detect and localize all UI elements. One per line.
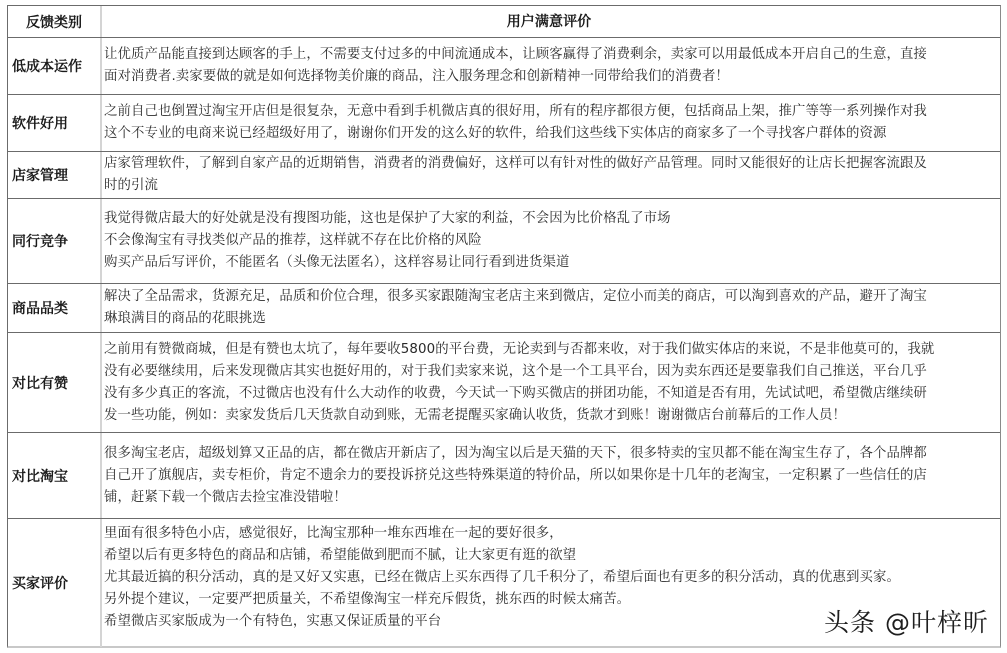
review-line: 琳琅满目的商品的花眼挑选: [104, 311, 266, 326]
feedback-table: [7, 5, 1001, 648]
row-category: 店家管理: [8, 152, 102, 198]
review-line: 没有多少真正的客流，不过微店也没有什么大动作的收费，今天试一下购买微店的拼团功能，不知道是否有用，先试试吧，希望微店继续研: [104, 385, 927, 401]
table-row: [8, 433, 1000, 519]
row-review: [104, 199, 994, 283]
row-category: 商品品类: [8, 284, 102, 332]
table-row: [8, 333, 1000, 433]
row-category: 对比淘宝: [8, 433, 102, 518]
table-row: [8, 284, 1000, 333]
watermark-text: 头条 @叶梓昕: [824, 608, 989, 637]
table-row: [8, 38, 1000, 95]
review-line: 尤其最近搞的积分活动，真的是又好又实惠，已经在微店上买东西得了几千积分了，希望后面也有更多的积分活动，真的优惠到买家。: [104, 570, 900, 585]
review-line: 购买产品后写评价，不能匿名（头像无法匿名），这样容易让同行看到进货渠道: [104, 255, 570, 270]
review-line: 之前自己也倒置过淘宝开店但是很复杂，无意中看到手机微店真的很好用，所有的程序都很方便，包括商品上架，推广等等一系列操作对我: [104, 104, 927, 119]
review-line: 面对消费者.卖家要做的就是如何选择物美价廉的商品，注入服务理念和创新精神一同带给我们的消费者！: [104, 69, 729, 84]
table-row: [8, 199, 1000, 284]
review-line: 我觉得微店最大的好处就是没有搜图功能，这也是保护了大家的利益，不会因为比价格乱了市场: [104, 211, 671, 226]
row-review: [104, 152, 994, 198]
header-review: 用户满意评价: [506, 13, 592, 30]
review-line: 没有必要继续用，后来发现微店其实也挺好用的，对于我们卖家来说，这个是一个工具平台，因为卖东西还是要靠我们自己推送，平台几乎: [104, 363, 927, 379]
review-line: 很多淘宝老店，超级划算又正品的店，都在微店开新店了，因为淘宝以后是天猫的天下，很多特卖的宝贝都不能在淘宝生存了，各个品牌都: [104, 445, 927, 461]
row-category: 对比有赞: [8, 333, 102, 432]
review-line: 另外提个建议，一定要严把质量关，不希望像淘宝一样充斥假货，挑东西的时候太痛苦。: [104, 592, 631, 607]
table-header-row: [8, 6, 1000, 38]
row-review: [104, 284, 994, 332]
review-line: 解决了全品需求，货源充足，品质和价位合理，很多买家跟随淘宝老店主来到微店，定位小而美的商店，可以淘到喜欢的产品，避开了淘宝: [104, 289, 927, 304]
review-line: 希望微店买家版成为一个有特色，实惠又保证质量的平台: [104, 614, 442, 629]
review-line: 之前用有赞微商城，但是有赞也太坑了，每年要收5800的平台费，无论卖到与否都来收，对于我们做实体店的来说，不是非他莫可的，我就: [104, 341, 935, 357]
review-line: 这个不专业的电商来说已经超级好用了，谢谢你们开发的这么好的软件，给我们这些线下实体店的商家多了一个寻找客户群体的资源: [104, 126, 887, 141]
review-line: 店家管理软件，了解到自家产品的近期销售，消费者的消费偏好，这样可以有针对性的做好产品管理。同时又能很好的让店长把握客流跟及: [104, 156, 927, 171]
row-review: [104, 38, 994, 94]
row-category: 软件好用: [8, 95, 102, 151]
row-review: [104, 95, 994, 151]
header-category: 反馈类别: [8, 6, 102, 37]
review-line: 不会像淘宝有寻找类似产品的推荐，这样就不存在比价格的风险: [104, 233, 482, 248]
row-category: 低成本运作: [8, 38, 102, 94]
review-line: 里面有很多特色小店，感觉很好，比淘宝那种一堆东西堆在一起的要好很多，: [104, 526, 563, 541]
table-row: [8, 152, 1000, 199]
row-category: 买家评价: [8, 519, 102, 647]
review-line: 发一些功能，例如：卖家发货后几天货款自动到账，无需老提醒买家确认收货，货款才到账！谢谢微店台前幕后的工作人员！: [104, 407, 846, 423]
table-row: [8, 95, 1000, 152]
review-line: 铺，赶紧下载一个微店去捡宝准没错啦！: [104, 489, 347, 505]
review-line: 希望以后有更多特色的商品和店铺，希望能做到肥而不腻，让大家更有逛的欲望: [104, 548, 577, 563]
row-category: 同行竞争: [8, 199, 102, 283]
review-line: 让优质产品能直接到达顾客的手上，不需要支付过多的中间流通成本，让顾客赢得了消费剩余，卖家可以用最低成本开启自己的生意，直接: [104, 47, 927, 62]
row-review: [104, 333, 994, 432]
row-review: [104, 433, 994, 518]
review-line: 时的引流: [104, 178, 158, 193]
review-line: 自己开了旗舰店，卖专柜价，肯定不遗余力的要投诉挤兑这些特殊渠道的特价品，所以如果你是十几年的老淘宝，一定积累了一些信任的店: [104, 467, 927, 483]
